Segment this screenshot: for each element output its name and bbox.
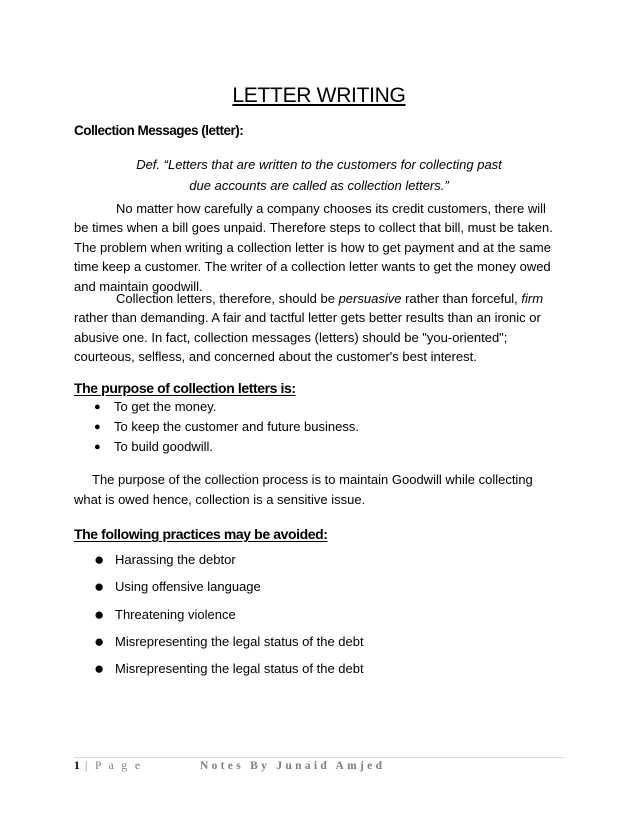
paragraph-process bbox=[74, 470, 564, 510]
definition-line: due accounts are called as collection letters.” bbox=[189, 178, 449, 193]
purpose-heading: The purpose of collection letters is: bbox=[74, 380, 296, 396]
paragraph-line: and maintain goodwill. bbox=[74, 278, 203, 294]
list-item-text: Using offensive language bbox=[115, 579, 261, 595]
paragraph-line: what is owed hence, collection is a sensitive issue. bbox=[74, 492, 366, 507]
list-item-text: Misrepresenting the legal status of the debt bbox=[115, 633, 364, 649]
page-number: 1 bbox=[74, 760, 80, 772]
emphasis-persuasive: persuasive bbox=[338, 291, 402, 306]
list-item bbox=[94, 546, 364, 573]
text-run: Collection letters, therefore, should be bbox=[116, 291, 339, 306]
list-item bbox=[94, 628, 364, 655]
bullet-icon: ● bbox=[94, 550, 105, 569]
list-item-text: To get the money. bbox=[114, 399, 217, 414]
paragraph-line: rather than demanding. A fair and tactful letter gets better results than an ironic or bbox=[74, 310, 541, 326]
page-footer bbox=[74, 760, 386, 772]
bullet-icon: ● bbox=[94, 421, 101, 433]
bullet-icon: ● bbox=[94, 659, 105, 679]
paragraph-intro bbox=[74, 199, 564, 296]
list-item-text: To keep the customer and future business. bbox=[114, 419, 359, 434]
paragraph-line: courteous, selfless, and concerned about the customer's best interest. bbox=[74, 349, 477, 365]
paragraph-line: time keep a customer. The writer of a collection letter wants to get the money owed bbox=[74, 259, 551, 275]
definition-quote bbox=[74, 154, 564, 196]
list-item bbox=[94, 417, 359, 437]
emphasis-firm: firm bbox=[521, 291, 544, 306]
list-item-text: Harassing the debtor bbox=[115, 552, 236, 567]
bullet-icon: ● bbox=[94, 604, 105, 624]
bullet-icon: ● bbox=[94, 577, 105, 597]
purpose-list bbox=[94, 397, 359, 457]
paragraph-line: abusive one. In fact, collection messages (letters) should be "you-oriented"; bbox=[74, 329, 508, 345]
page-title: LETTER WRITING bbox=[232, 84, 406, 107]
bullet-icon: ● bbox=[94, 631, 105, 651]
section-subheading: Collection Messages (letter): bbox=[74, 123, 244, 138]
paragraph-line: be times when a bill goes unpaid. Therefore steps to collect that bill, must be taken. bbox=[74, 220, 553, 236]
list-item-text: Threatening violence bbox=[115, 606, 236, 622]
avoid-list bbox=[94, 546, 364, 682]
bullet-icon: ● bbox=[94, 401, 101, 413]
list-item-text: To build goodwill. bbox=[114, 439, 214, 454]
paragraph-line: The problem when writing a collection letter is how to get payment and at the same bbox=[74, 239, 551, 255]
text-run: rather than forceful, bbox=[401, 291, 522, 306]
list-item-text: Misrepresenting the legal status of the debt bbox=[115, 661, 364, 677]
paragraph-line: The purpose of the collection process is to maintain Goodwill while collecting bbox=[92, 472, 533, 487]
list-item bbox=[94, 601, 364, 628]
avoid-heading: The following practices may be avoided: bbox=[74, 526, 328, 542]
footer-notes: Notes By Junaid Amjed bbox=[200, 760, 386, 772]
paragraph-line bbox=[74, 289, 564, 308]
list-item bbox=[94, 437, 359, 457]
list-item bbox=[94, 573, 364, 600]
paragraph-tone bbox=[74, 289, 564, 367]
page-label: | P a g e bbox=[79, 760, 143, 772]
definition-line: Def. “Letters that are written to the customers for collecting past bbox=[136, 157, 502, 172]
bullet-icon: ● bbox=[94, 441, 101, 453]
list-item bbox=[94, 655, 364, 682]
paragraph-line: No matter how carefully a company chooses its credit customers, there will bbox=[116, 201, 546, 216]
list-item bbox=[94, 397, 359, 417]
footer-divider bbox=[74, 757, 564, 758]
